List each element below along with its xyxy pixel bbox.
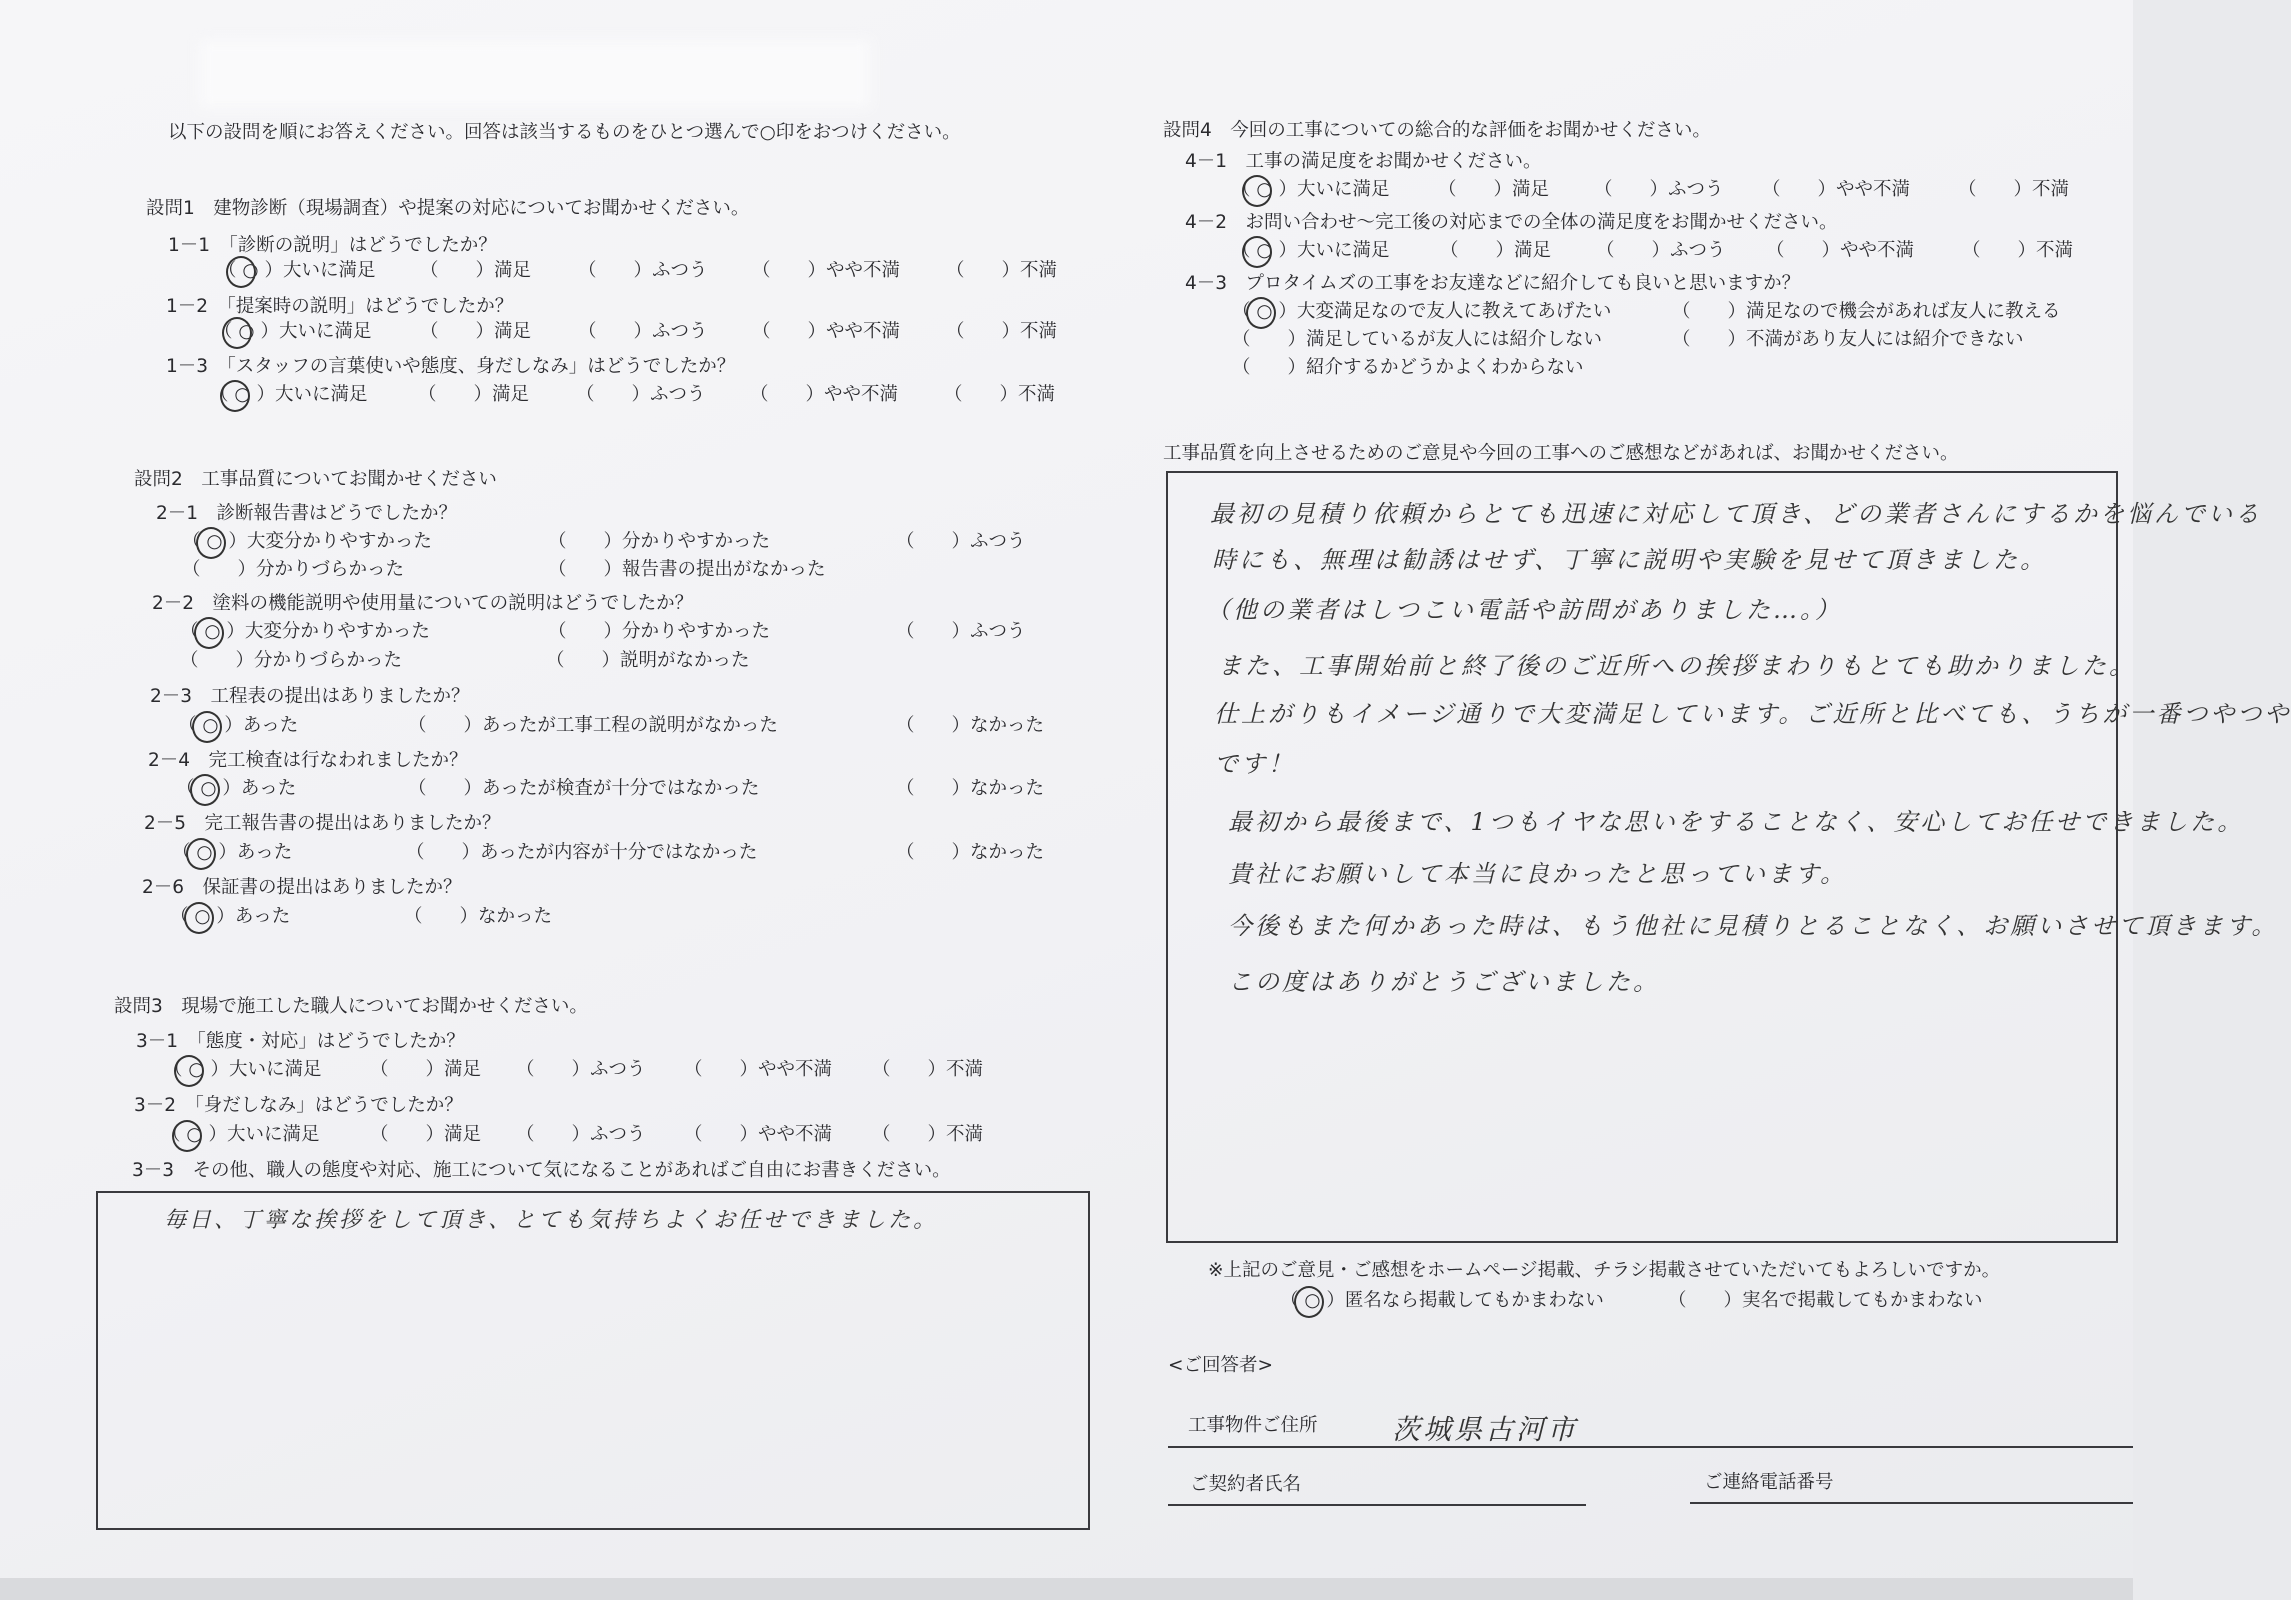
q2-1-very-clear[interactable]: （ ○ ）大変分かりやすかった [182, 531, 432, 552]
q2-6-no[interactable]: （ ）なかった [404, 906, 553, 927]
q2-2-very-clear[interactable]: （ ○ ）大変分かりやすかった [180, 621, 430, 642]
comment-line-4: また、工事開始前と終了後のご近所への挨拶まわりもとても助かりました。 [1218, 652, 2136, 680]
selection-circle [1246, 297, 1276, 329]
selection-circle [196, 527, 226, 559]
q3-1-somewhat-dissatisfied[interactable]: （ ）やや不満 [684, 1059, 833, 1080]
q3-2-dissatisfied[interactable]: （ ）不満 [872, 1124, 984, 1145]
q3-1-satisfied[interactable]: （ ）満足 [370, 1059, 482, 1080]
selection-circle [172, 1120, 202, 1152]
selection-circle [192, 711, 222, 743]
q4-3-option-d[interactable]: （ ）不満があり友人には紹介できない [1672, 329, 2024, 350]
q2-5-question: 2－5 完工報告書の提出はありましたか？ [144, 813, 501, 834]
selection-circle [1242, 236, 1272, 268]
q2-2-neutral[interactable]: （ ）ふつう [896, 621, 1026, 642]
comment-line-5: 仕上がりもイメージ通りで大変満足しています。ご近所と比べても、うちが一番つやつや [1214, 700, 2291, 728]
q2-2-clear[interactable]: （ ）分かりやすかった [548, 621, 771, 642]
q1-1-dissatisfied[interactable]: （ ）不満 [946, 260, 1058, 281]
q1-2-very-satisfied[interactable]: （ ○ ）大いに満足 [214, 321, 372, 342]
q1-1-somewhat-dissatisfied[interactable]: （ ）やや不満 [752, 260, 901, 281]
q2-4-no[interactable]: （ ）なかった [896, 778, 1045, 799]
q2-3-question: 2－3 工程表の提出はありましたか？ [150, 686, 470, 707]
q2-5-yes-insufficient[interactable]: （ ）あったが内容が十分ではなかった [406, 842, 758, 863]
q4-1-question: 4－1 工事の満足度をお聞かせください。 [1185, 151, 1542, 172]
comment-line-3: （他の業者はしつこい電話や訪問がありました…。） [1206, 596, 1842, 624]
q1-3-neutral[interactable]: （ ）ふつう [576, 384, 706, 405]
comment-line-2: 時にも、無理は勧誘はせず、丁寧に説明や実験を見せて頂きました。 [1212, 546, 2048, 574]
phone-label: ご連絡電話番号 [1704, 1472, 1834, 1493]
comment-line-9: 今後もまた何かあった時は、もう他社に見積りとることなく、お願いさせて頂きます。 [1228, 912, 2279, 940]
q1-1-satisfied[interactable]: （ ）満足 [420, 260, 532, 281]
q4-2-question: 4－2 お問い合わせ～完工後の対応までの全体の満足度をお聞かせください。 [1185, 212, 1838, 233]
comment-line-6: です！ [1214, 750, 1295, 778]
q3-1-neutral[interactable]: （ ）ふつう [516, 1059, 646, 1080]
q1-3-dissatisfied[interactable]: （ ）不満 [944, 384, 1056, 405]
q1-title: 設問1 建物診断（現場調査）や提案の対応についてお聞かせください。 [146, 198, 750, 219]
q3-2-neutral[interactable]: （ ）ふつう [516, 1124, 646, 1145]
q2-4-question: 2－4 完工検査は行なわれましたか？ [148, 750, 468, 771]
phone-line[interactable] [1690, 1502, 2133, 1504]
q2-1-question: 2－1 診断報告書はどうでしたか？ [156, 503, 458, 524]
q3-3-answer-box[interactable] [96, 1191, 1090, 1530]
table-edge [0, 1578, 2133, 1600]
address-handwritten-value: 茨城県古河市 [1392, 1413, 1579, 1446]
q2-4-yes-insufficient[interactable]: （ ）あったが検査が十分ではなかった [408, 778, 760, 799]
q2-6-yes[interactable]: （ ○ ）あった [170, 906, 291, 927]
selection-circle [186, 838, 216, 870]
q3-2-question: 3－2 「身だしなみ」はどうでしたか？ [134, 1095, 463, 1116]
q1-3-question: 1－3 「スタッフの言葉使いや態度、身だしなみ」はどうでしたか？ [166, 356, 736, 377]
q1-2-somewhat-dissatisfied[interactable]: （ ）やや不満 [752, 321, 901, 342]
q2-6-question: 2－6 保証書の提出はありましたか？ [142, 877, 462, 898]
q2-1-neutral[interactable]: （ ）ふつう [896, 531, 1026, 552]
q2-2-question: 2－2 塗料の機能説明や使用量についての説明はどうでしたか？ [152, 593, 694, 614]
q4-3-option-e[interactable]: （ ）紹介するかどうかよくわからない [1232, 357, 1584, 378]
q2-1-clear[interactable]: （ ）分かりやすかった [548, 531, 771, 552]
selection-circle [190, 774, 220, 806]
selection-circle [220, 380, 250, 412]
selection-circle [174, 1055, 204, 1087]
q4-2-very-satisfied[interactable]: （ ○ ）大いに満足 [1232, 240, 1390, 261]
publish-question: ※上記のご意見・ご感想をホームページ掲載、チラシ掲載させていただいてもよろしいですか。 [1208, 1260, 2001, 1281]
selection-circle [1242, 175, 1272, 207]
q1-1-neutral[interactable]: （ ）ふつう [578, 260, 708, 281]
q4-1-very-satisfied[interactable]: （ ○ ）大いに満足 [1232, 179, 1390, 200]
selection-circle [1294, 1286, 1324, 1318]
contract-name-line[interactable] [1168, 1504, 1586, 1506]
selection-circle [194, 617, 224, 649]
q4-2-neutral[interactable]: （ ）ふつう [1596, 240, 1726, 261]
q3-3-handwritten-answer: 毎日、丁寧な挨拶をして頂き、とても気持ちよくお任せできました。 [164, 1208, 939, 1233]
address-line[interactable] [1168, 1446, 2133, 1448]
intro-text: 以下の設問を順にお答えください。回答は該当するものをひとつ選んで○印をおつけください。 [168, 122, 961, 143]
q2-2-unclear[interactable]: （ ）分かりづらかった [180, 650, 403, 671]
respondent-title: <ご回答者> [1168, 1355, 1274, 1376]
q2-5-no[interactable]: （ ）なかった [896, 842, 1045, 863]
comment-line-8: 貴社にお願いして本当に良かったと思っています。 [1228, 860, 1848, 888]
q3-1-dissatisfied[interactable]: （ ）不満 [872, 1059, 984, 1080]
q4-3-option-a[interactable]: （ ○ ）大変満足なので友人に教えてあげたい [1232, 301, 1612, 322]
q4-1-somewhat-dissatisfied[interactable]: （ ）やや不満 [1762, 179, 1911, 200]
q1-2-satisfied[interactable]: （ ）満足 [420, 321, 532, 342]
q2-1-unclear[interactable]: （ ）分かりづらかった [182, 559, 405, 580]
q3-1-very-satisfied[interactable]: （ ○ ）大いに満足 [164, 1059, 322, 1080]
publish-anonymous-option[interactable]: （ ○ ）匿名なら掲載してもかまわない [1280, 1290, 1604, 1311]
q3-title: 設問3 現場で施工した職人についてお聞かせください。 [114, 996, 588, 1017]
q4-1-neutral[interactable]: （ ）ふつう [1594, 179, 1724, 200]
q2-1-not-submitted[interactable]: （ ）報告書の提出がなかった [548, 559, 826, 580]
q1-2-neutral[interactable]: （ ）ふつう [578, 321, 708, 342]
q1-3-very-satisfied[interactable]: （ ○ ）大いに満足 [210, 384, 368, 405]
q3-1-question: 3－1 「態度・対応」はどうでしたか？ [136, 1031, 465, 1052]
q2-3-no[interactable]: （ ）なかった [896, 715, 1045, 736]
q4-3-option-b[interactable]: （ ）満足なので機会があれば友人に教える [1672, 301, 2061, 322]
q1-3-satisfied[interactable]: （ ）満足 [418, 384, 530, 405]
q4-3-question: 4－3 プロタイムズの工事をお友達などに紹介しても良いと思いますか？ [1185, 273, 1801, 294]
q2-3-yes-no-explanation[interactable]: （ ）あったが工事工程の説明がなかった [408, 715, 778, 736]
q4-2-dissatisfied[interactable]: （ ）不満 [1962, 240, 2074, 261]
address-label: 工事物件ご住所 [1188, 1415, 1318, 1436]
selection-circle [184, 902, 214, 934]
q2-4-yes[interactable]: （ ○ ）あった [176, 778, 297, 799]
q1-1-very-satisfied[interactable]: （ ○ ）大いに満足 [218, 260, 376, 281]
comments-title: 工事品質を向上させるためのご意見や今回の工事へのご感想などがあれば、お聞かせください。 [1163, 443, 1959, 464]
selection-circle [222, 317, 252, 349]
q1-3-somewhat-dissatisfied[interactable]: （ ）やや不満 [750, 384, 899, 405]
q2-2-no-explanation[interactable]: （ ）説明がなかった [546, 650, 750, 671]
q4-2-somewhat-dissatisfied[interactable]: （ ）やや不満 [1766, 240, 1915, 261]
q3-2-somewhat-dissatisfied[interactable]: （ ）やや不満 [684, 1124, 833, 1145]
comment-line-10: この度はありがとうございました。 [1228, 968, 1660, 996]
q4-1-dissatisfied[interactable]: （ ）不満 [1958, 179, 2070, 200]
selection-circle [226, 256, 256, 288]
q2-3-yes[interactable]: （ ○ ）あった [178, 715, 299, 736]
contract-name-label: ご契約者氏名 [1190, 1474, 1302, 1495]
comment-line-7: 最初から最後まで、1つもイヤな思いをすることなく、安心してお任せできました。 [1228, 808, 2245, 836]
q1-1-question: 1－1 「診断の説明」はどうでしたか？ [168, 235, 497, 256]
q3-2-very-satisfied[interactable]: （ ○ ）大いに満足 [162, 1124, 320, 1145]
q4-2-satisfied[interactable]: （ ）満足 [1440, 240, 1552, 261]
q2-5-yes[interactable]: （ ○ ）あった [172, 842, 293, 863]
q4-1-satisfied[interactable]: （ ）満足 [1438, 179, 1550, 200]
q2-title: 設問2 工事品質についてお聞かせください [134, 469, 497, 490]
comment-line-1: 最初の見積り依頼からとても迅速に対応して頂き、どの業者さんにするかを悩んでいる [1210, 500, 2263, 528]
blurred-header [200, 40, 870, 108]
q1-2-question: 1－2 「提案時の説明」はどうでしたか？ [166, 296, 514, 317]
q4-title: 設問4 今回の工事についての総合的な評価をお聞かせください。 [1163, 120, 1711, 141]
q1-2-dissatisfied[interactable]: （ ）不満 [946, 321, 1058, 342]
q4-3-option-c[interactable]: （ ）満足しているが友人には紹介しない [1232, 329, 1603, 350]
publish-real-name-option[interactable]: （ ）実名で掲載してもかまわない [1668, 1290, 1983, 1311]
q3-3-question: 3－3 その他、職人の態度や対応、施工について気になることがあればご自由にお書きください。 [132, 1160, 951, 1181]
q3-2-satisfied[interactable]: （ ）満足 [370, 1124, 482, 1145]
